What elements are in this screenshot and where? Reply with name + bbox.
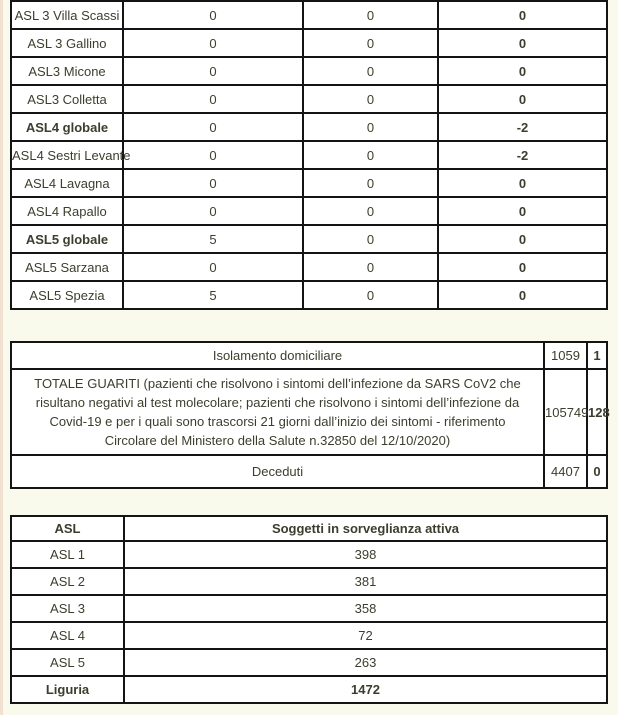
delta-cell: 0 — [438, 29, 607, 57]
table-row — [11, 281, 607, 309]
page-left-edge — [0, 0, 3, 715]
table-row — [11, 1, 607, 29]
asl-label-cell: ASL 2 — [11, 568, 124, 595]
total-cell: 1059 — [544, 342, 587, 369]
value-cell: 358 — [124, 595, 607, 622]
delta-cell: 0 — [438, 253, 607, 281]
asl-label-cell: ASL 1 — [11, 541, 124, 568]
value-cell: 398 — [124, 541, 607, 568]
table-row — [11, 141, 607, 169]
asl-label-cell: ASL 3 Gallino — [11, 29, 123, 57]
value-cell: 0 — [123, 1, 303, 29]
value-cell: 5 — [123, 281, 303, 309]
table-row — [11, 113, 607, 141]
column-header-asl: ASL — [11, 516, 124, 541]
asl-label-cell: ASL4 Rapallo — [11, 197, 123, 225]
total-cell: 4407 — [544, 455, 587, 488]
value-cell: 0 — [303, 1, 438, 29]
value-cell: 263 — [124, 649, 607, 676]
delta-cell: 0 — [438, 197, 607, 225]
summary-table — [10, 341, 608, 489]
value-cell: 0 — [123, 113, 303, 141]
summary-label-cell: Isolamento domiciliare — [11, 342, 544, 369]
table-header-row — [11, 516, 607, 541]
value-cell: 0 — [123, 169, 303, 197]
table-row — [11, 568, 607, 595]
table-row — [11, 595, 607, 622]
delta-cell: -2 — [438, 141, 607, 169]
delta-cell: 0 — [438, 281, 607, 309]
table-row — [11, 342, 607, 369]
value-cell: 0 — [123, 197, 303, 225]
asl-label-cell: ASL 3 Villa Scassi — [11, 1, 123, 29]
value-cell: 1472 — [124, 676, 607, 703]
summary-label-cell: TOTALE GUARITI (pazienti che risolvono i sintomi dell’infezione da SARS CoV2 che risultano negativi al test molecolare; pazienti che risolvono i sintomi dell’infezione da Covid-19 e per i quali sono trascorsi 21 giorni dall’inizio dei sintomi - riferimento Circolare del Ministero della Salute n.32850 del 12/10/2020) — [11, 369, 544, 455]
asl-label-cell: ASL5 Sarzana — [11, 253, 123, 281]
asl-label-cell: ASL5 Spezia — [11, 281, 123, 309]
table-row — [11, 29, 607, 57]
table-row — [11, 676, 607, 703]
value-cell: 0 — [303, 169, 438, 197]
value-cell: 0 — [303, 29, 438, 57]
asl-label-cell: ASL 5 — [11, 649, 124, 676]
table-row — [11, 253, 607, 281]
asl-label-cell: ASL 3 — [11, 595, 124, 622]
summary-label-cell: Deceduti — [11, 455, 544, 488]
table-row — [11, 369, 607, 455]
value-cell: 0 — [303, 281, 438, 309]
delta-cell: 0 — [438, 225, 607, 253]
asl-label-cell: ASL5 globale — [11, 225, 123, 253]
column-header-soggetti: Soggetti in sorveglianza attiva — [124, 516, 607, 541]
delta-cell: 0 — [587, 455, 607, 488]
delta-cell: -2 — [438, 113, 607, 141]
delta-cell: 1 — [587, 342, 607, 369]
value-cell: 0 — [123, 85, 303, 113]
total-cell: 105749 — [544, 369, 587, 455]
table-row — [11, 197, 607, 225]
delta-cell: 128 — [587, 369, 607, 455]
table-row — [11, 622, 607, 649]
delta-cell: 0 — [438, 57, 607, 85]
asl-label-cell: ASL4 globale — [11, 113, 123, 141]
asl-label-cell: ASL 4 — [11, 622, 124, 649]
asl-label-cell: ASL3 Micone — [11, 57, 123, 85]
value-cell: 0 — [123, 29, 303, 57]
value-cell: 0 — [303, 253, 438, 281]
value-cell: 72 — [124, 622, 607, 649]
asl-label-cell: ASL3 Colletta — [11, 85, 123, 113]
asl-variations-table — [10, 0, 608, 310]
value-cell: 5 — [123, 225, 303, 253]
value-cell: 0 — [123, 141, 303, 169]
value-cell: 0 — [303, 57, 438, 85]
table-row — [11, 541, 607, 568]
value-cell: 0 — [123, 57, 303, 85]
value-cell: 0 — [123, 253, 303, 281]
value-cell: 0 — [303, 197, 438, 225]
table-row — [11, 455, 607, 488]
delta-cell: 0 — [438, 1, 607, 29]
value-cell: 381 — [124, 568, 607, 595]
table-row — [11, 57, 607, 85]
value-cell: 0 — [303, 225, 438, 253]
value-cell: 0 — [303, 85, 438, 113]
asl-label-cell: Liguria — [11, 676, 124, 703]
delta-cell: 0 — [438, 169, 607, 197]
asl-label-cell: ASL4 Sestri Levante — [11, 141, 123, 169]
table-row — [11, 169, 607, 197]
value-cell: 0 — [303, 141, 438, 169]
surveillance-table — [10, 515, 608, 704]
delta-cell: 0 — [438, 85, 607, 113]
table-row — [11, 649, 607, 676]
table-row — [11, 85, 607, 113]
asl-label-cell: ASL4 Lavagna — [11, 169, 123, 197]
table-row — [11, 225, 607, 253]
value-cell: 0 — [303, 113, 438, 141]
